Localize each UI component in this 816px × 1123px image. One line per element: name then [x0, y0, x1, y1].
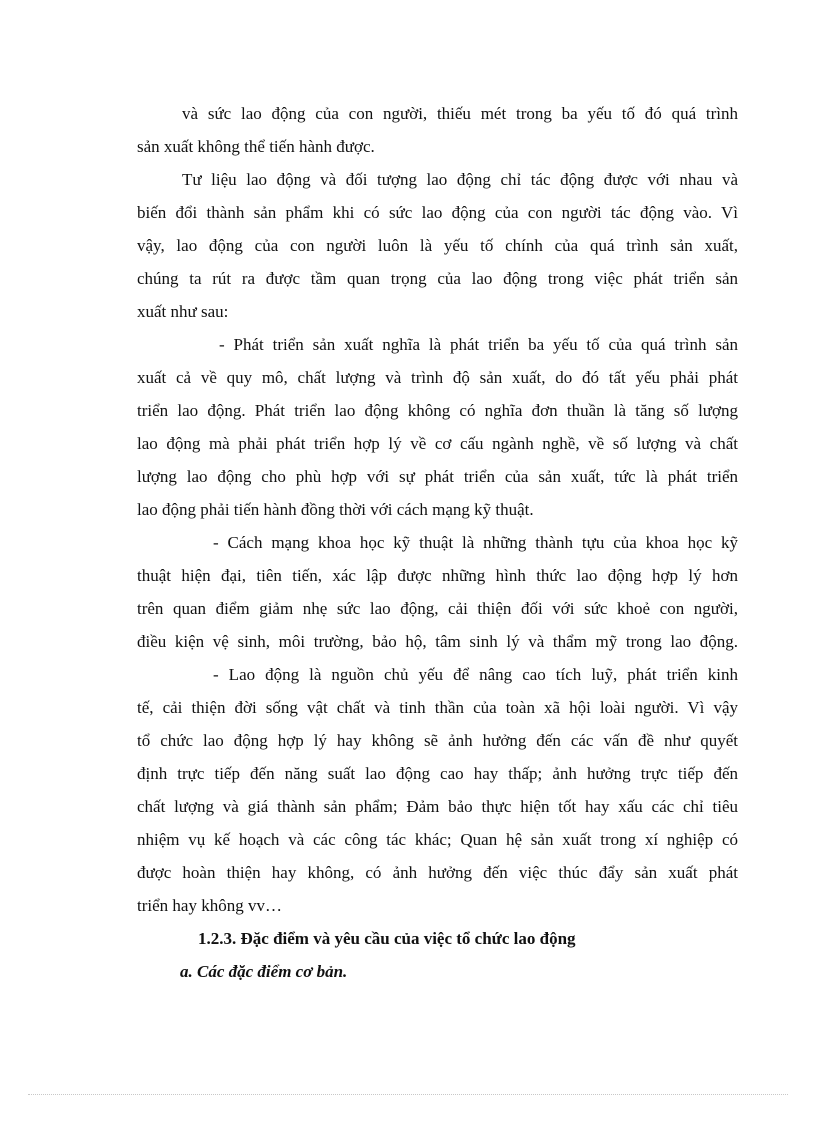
section-heading: 1.2.3. Đặc điểm và yêu cầu của việc tổ chức lao động [198, 929, 576, 948]
text-line: lao động mà phải phát triển hợp lý về cơ cấu ngành nghề, về số lượng và chất [137, 434, 738, 453]
text-line: Tư liệu lao động và đối tượng lao động chỉ tác động được với nhau và [182, 170, 738, 189]
text-line: nhiệm vụ kế hoạch và các công tác khác; Quan hệ sản xuất trong xí nghiệp có [137, 830, 738, 849]
text-line: và sức lao động của con người, thiếu mét trong ba yếu tố đó quá trình [182, 104, 738, 123]
text-line: sản xuất không thể tiến hành được. [137, 137, 375, 156]
footer-divider [28, 1094, 788, 1095]
text-line: triển lao động. Phát triển lao động không có nghĩa đơn thuần là tăng số lượng [137, 401, 738, 420]
text-line: điều kiện vệ sinh, môi trường, bảo hộ, tâm sinh lý và thẩm mỹ trong lao động. [137, 632, 738, 651]
text-line: - Lao động là nguồn chủ yếu để nâng cao tích luỹ, phát triển kinh [213, 665, 738, 684]
text-line: xuất cả về quy mô, chất lượng và trình độ sản xuất, do đó tất yếu phải phát [137, 368, 738, 387]
text-line: trên quan điểm giảm nhẹ sức lao động, cải thiện đối với sức khoẻ con người, [137, 599, 738, 618]
text-line: chất lượng và giá thành sản phẩm; Đảm bảo thực hiện tốt hay xấu các chỉ tiêu [137, 797, 738, 816]
text-line: - Cách mạng khoa học kỹ thuật là những thành tựu của khoa học kỹ [213, 533, 738, 552]
text-line: lao động phải tiến hành đồng thời với cách mạng kỹ thuật. [137, 500, 534, 519]
text-line: xuất như sau: [137, 302, 229, 321]
text-line: thuật hiện đại, tiên tiến, xác lập được những hình thức lao động hợp lý hơn [137, 566, 738, 585]
text-line: chúng ta rút ra được tầm quan trọng của lao động trong việc phát triển sản [137, 269, 738, 288]
text-line: - Phát triển sản xuất nghĩa là phát triển ba yếu tố của quá trình sản [219, 335, 738, 354]
text-line: vậy, lao động của con người luôn là yếu tố chính của quá trình sản xuất, [137, 236, 738, 255]
section-subheading: a. Các đặc điểm cơ bản. [180, 962, 348, 981]
text-line: biến đổi thành sản phẩm khi có sức lao động của con người tác động vào. Vì [137, 203, 738, 222]
text-line: được hoàn thiện hay không, có ảnh hưởng đến việc thúc đẩy sản xuất phát [137, 863, 738, 882]
text-line: tổ chức lao động hợp lý hay không sẽ ảnh hưởng đến các vấn đề như quyết [137, 731, 738, 750]
text-line: định trực tiếp đến năng suất lao động cao hay thấp; ảnh hưởng trực tiếp đến [137, 764, 738, 783]
text-line: triển hay không vv… [137, 896, 282, 915]
text-line: lượng lao động cho phù hợp với sự phát triển của sản xuất, tức là phát triển [137, 467, 738, 486]
text-line: tế, cải thiện đời sống vật chất và tinh thần của toàn xã hội loài người. Vì vậy [137, 698, 738, 717]
